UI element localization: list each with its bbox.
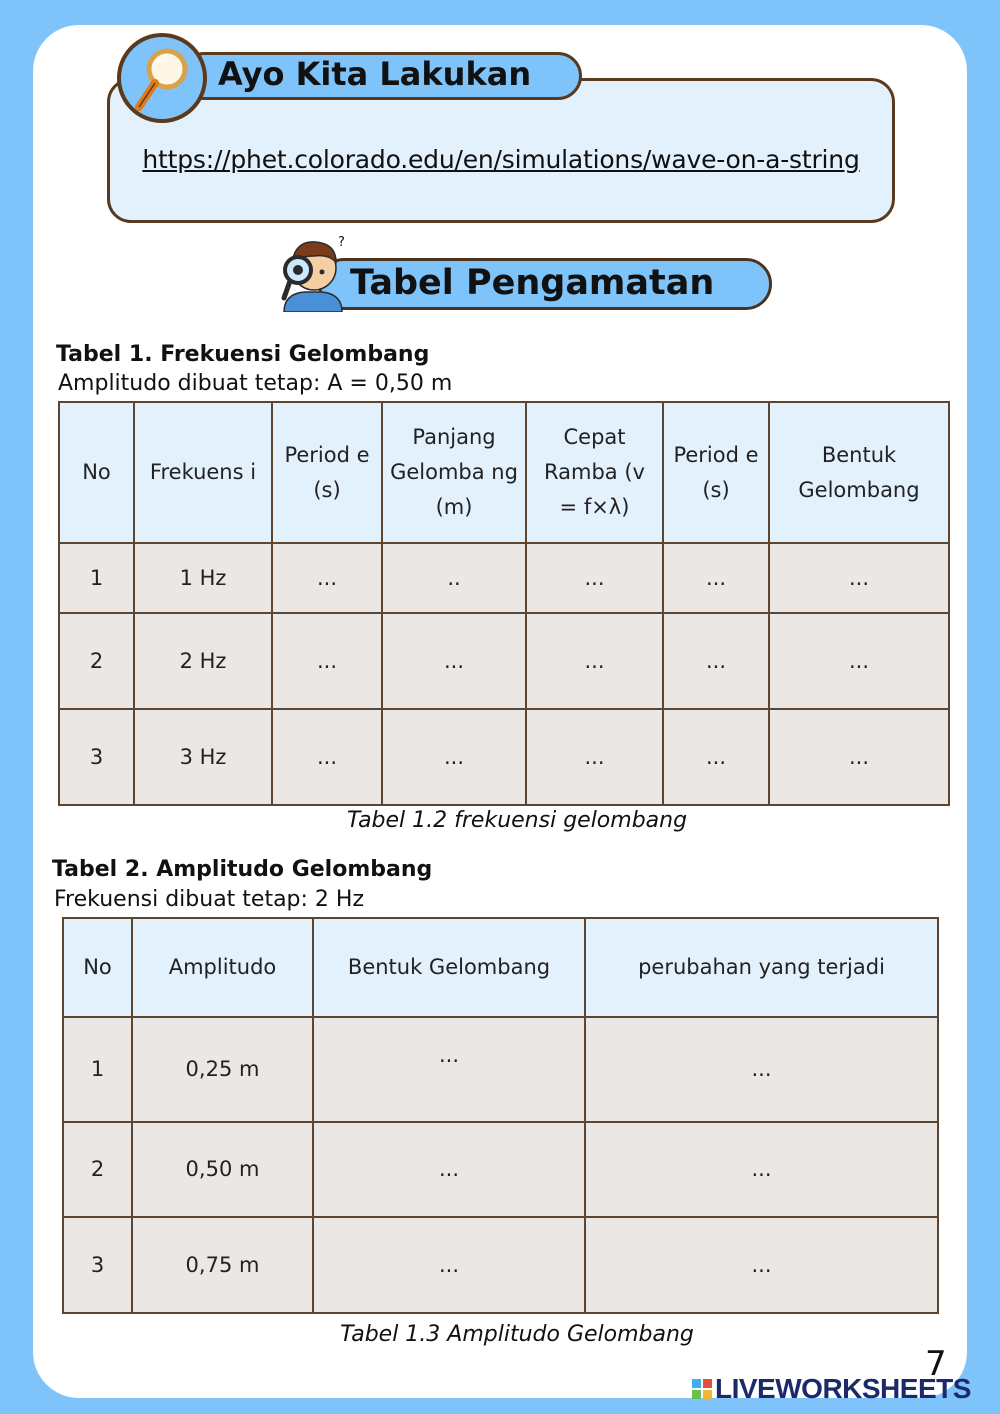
frequency-table (58, 401, 950, 806)
table-cell[interactable]: ... (272, 613, 382, 709)
table-cell[interactable]: ... (313, 1122, 585, 1217)
column-header: Panjang Gelomba ng (m) (382, 402, 526, 543)
amplitude-table (62, 917, 939, 1314)
table-row (63, 1017, 938, 1122)
column-header: Bentuk Gelombang (313, 918, 585, 1017)
column-header: perubahan yang terjadi (585, 918, 938, 1017)
table-cell: 3 (59, 709, 134, 805)
column-header: Bentuk Gelombang (769, 402, 949, 543)
page-number: 7 (925, 1344, 947, 1384)
table-row (59, 709, 949, 805)
table-cell: 2 (59, 613, 134, 709)
table-cell[interactable]: ... (663, 709, 769, 805)
table-cell[interactable]: .. (382, 543, 526, 613)
table-row (59, 543, 949, 613)
table-header-row (63, 918, 938, 1017)
table1-caption: Tabel 1.2 frekuensi gelombang (346, 808, 688, 833)
table-header-row (59, 402, 949, 543)
liveworksheets-brand: LIVEWORKSHEETS (715, 1373, 971, 1404)
table-cell[interactable]: ... (663, 613, 769, 709)
table-cell: 2 Hz (134, 613, 272, 709)
table-row (63, 1122, 938, 1217)
table-cell[interactable]: ... (272, 709, 382, 805)
table-cell: 2 (63, 1122, 132, 1217)
svg-text:?: ? (338, 235, 345, 250)
column-header: No (59, 402, 134, 543)
column-header: Cepat Ramba (v = f×λ) (526, 402, 663, 543)
observation-title: Tabel Pengamatan (350, 263, 715, 303)
table-cell[interactable]: ... (585, 1217, 938, 1313)
table-cell: 1 Hz (134, 543, 272, 613)
table-cell: 1 (59, 543, 134, 613)
column-header: Amplitudo (132, 918, 313, 1017)
magnifier-icon (117, 33, 207, 123)
boy-with-magnifier-icon (272, 232, 352, 312)
table-cell[interactable]: ... (313, 1217, 585, 1313)
table-cell: 1 (63, 1017, 132, 1122)
table1-subheading: Amplitudo dibuat tetap: A = 0,50 m (58, 371, 453, 396)
table-row (59, 613, 949, 709)
table-cell[interactable]: ... (313, 1017, 585, 1122)
simulation-link[interactable]: https://phet.colorado.edu/en/simulations/wave-on-a-string (142, 145, 860, 174)
table-cell: 0,75 m (132, 1217, 313, 1313)
table-cell[interactable]: ... (585, 1122, 938, 1217)
table-cell[interactable]: ... (585, 1017, 938, 1122)
table1-heading: Tabel 1. Frekuensi Gelombang (56, 342, 430, 367)
table2-heading: Tabel 2. Amplitudo Gelombang (52, 857, 433, 882)
table-cell[interactable]: ... (663, 543, 769, 613)
table-cell[interactable]: ... (526, 613, 663, 709)
column-header: Period e (s) (663, 402, 769, 543)
table-cell: 0,25 m (132, 1017, 313, 1122)
table2-caption: Tabel 1.3 Amplitudo Gelombang (340, 1322, 694, 1347)
liveworksheets-logo-icon (692, 1379, 712, 1399)
column-header: No (63, 918, 132, 1017)
table2-subheading: Frekuensi dibuat tetap: 2 Hz (54, 887, 365, 912)
column-header: Period e (s) (272, 402, 382, 543)
activity-title: Ayo Kita Lakukan (218, 55, 532, 93)
column-header: Frekuens i (134, 402, 272, 543)
table-cell: 0,50 m (132, 1122, 313, 1217)
table-cell[interactable]: ... (769, 543, 949, 613)
table-cell: 3 Hz (134, 709, 272, 805)
table-cell[interactable]: ... (769, 613, 949, 709)
table-cell[interactable]: ... (382, 613, 526, 709)
table-cell[interactable]: ... (526, 709, 663, 805)
table-cell[interactable]: ... (272, 543, 382, 613)
table-cell[interactable]: ... (526, 543, 663, 613)
liveworksheets-logo (692, 1374, 971, 1404)
table-row (63, 1217, 938, 1313)
table-cell[interactable]: ... (769, 709, 949, 805)
table-cell[interactable]: ... (382, 709, 526, 805)
table-cell: 3 (63, 1217, 132, 1313)
